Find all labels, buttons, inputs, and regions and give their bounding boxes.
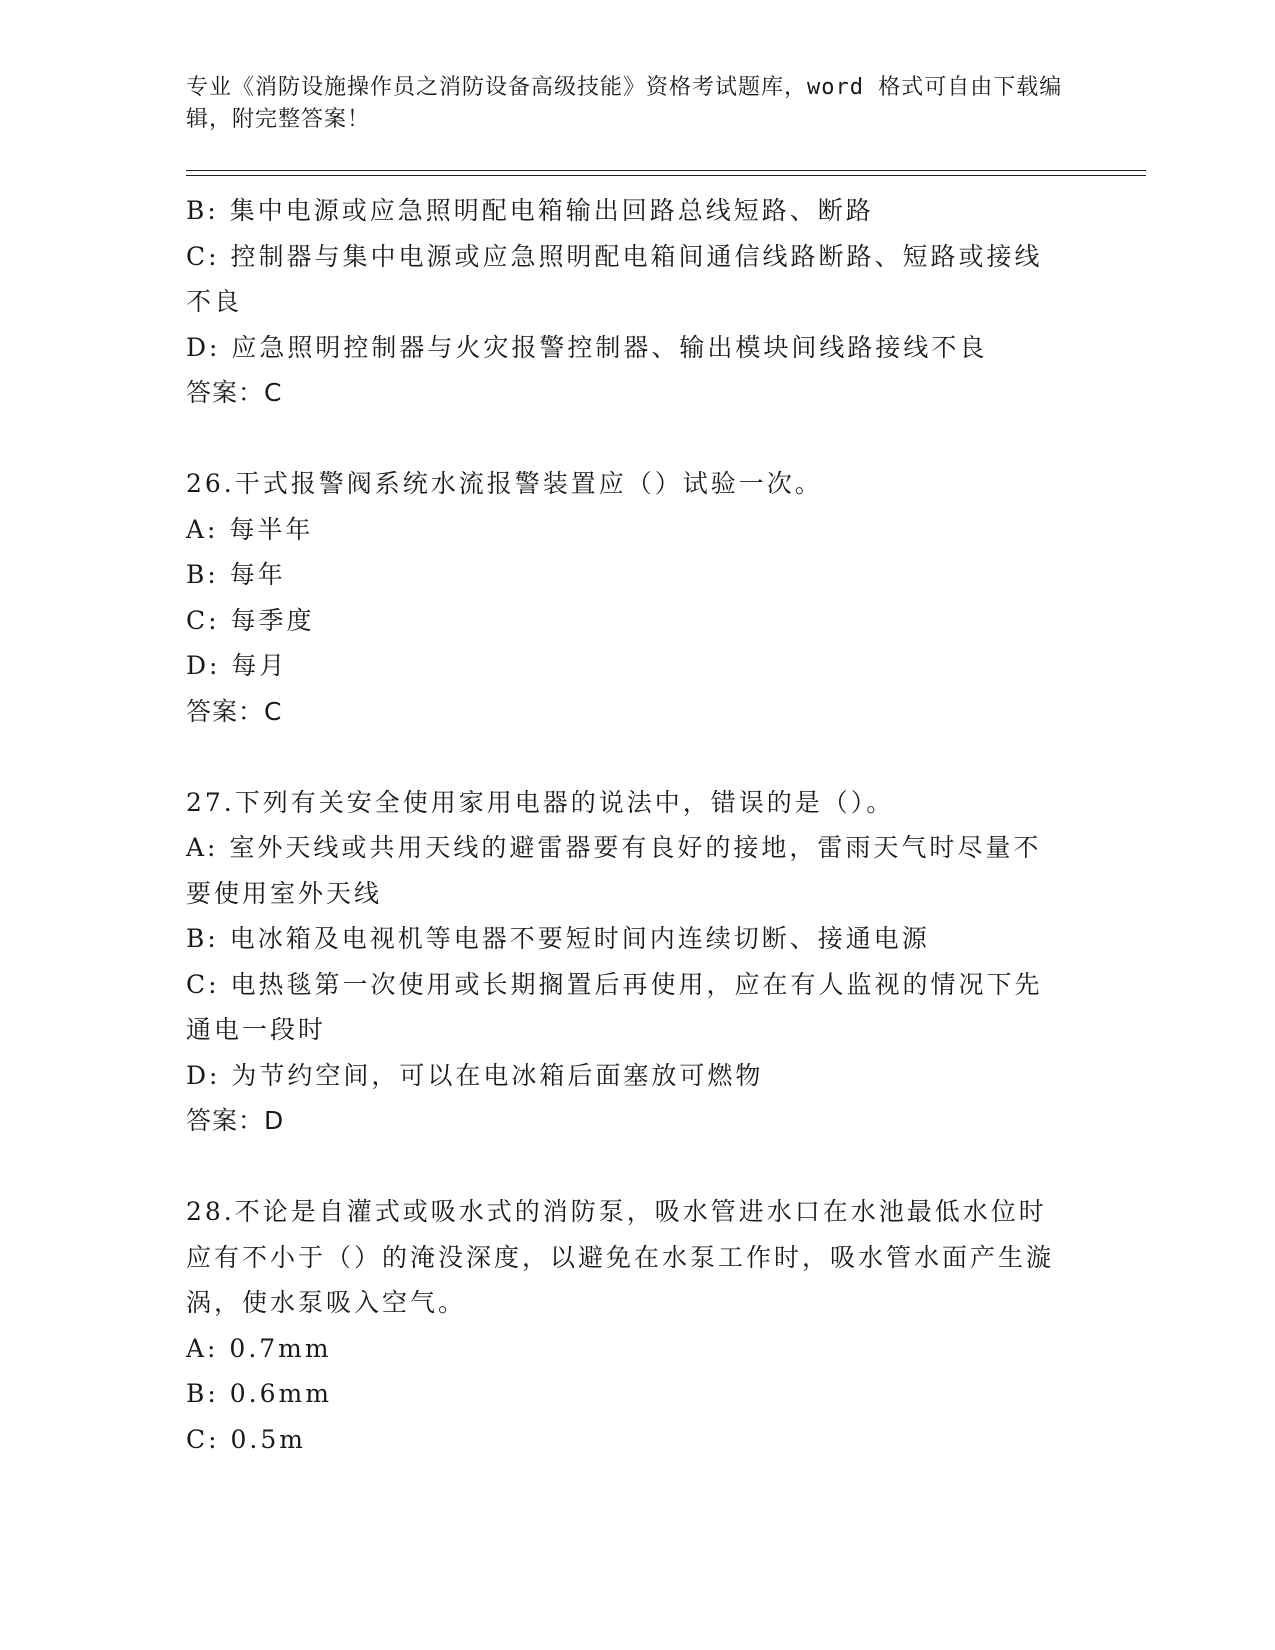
header-rule-top <box>186 170 1146 171</box>
header-rule-bottom <box>186 175 1146 176</box>
option-c: C: 每季度 <box>186 605 315 635</box>
option-a: A: 0.7mm <box>186 1333 332 1363</box>
option-d: D: 应急照明控制器与火灾报警控制器、输出模块间线路接线不良 <box>186 332 988 362</box>
option-a: A: 每半年 <box>186 514 314 544</box>
question-stem: 28.不论是自灌式或吸水式的消防泵，吸水管进水口在水池最低水位时应有不小于（）的淹没深度，以避免在水泵工作时，吸水管水面产生漩涡，使水泵吸入空气。 <box>186 1197 1055 1317</box>
answer: 答案：C <box>186 696 283 726</box>
option-b: B: 集中电源或应急照明配电箱输出回路总线短路、断路 <box>186 196 874 225</box>
option-d: D: 为节约空间，可以在电冰箱后面塞放可燃物 <box>186 1060 764 1090</box>
answer: 答案：D <box>186 1106 285 1135</box>
option-b: B: 0.6mm <box>186 1379 332 1408</box>
answer: 答案：C <box>186 378 283 407</box>
header-text: 专业《消防设施操作员之消防设备高级技能》资格考试题库，word 格式可自由下载编辑，附完整答案！ <box>186 75 1063 132</box>
spacer <box>186 1144 1066 1190</box>
question-stem: 27.下列有关安全使用家用电器的说法中，错误的是（）。 <box>186 787 895 817</box>
question-stem: 26.干式报警阀系统水流报警装置应（）试验一次。 <box>186 469 823 498</box>
option-a: A: 室外天线或共用天线的避雷器要有良好的接地，雷雨天气时尽量不要使用室外天线 <box>186 833 1042 908</box>
spacer <box>186 416 1066 462</box>
option-c: C: 0.5m <box>186 1424 306 1454</box>
option-b: B: 每年 <box>186 560 286 589</box>
question-content <box>186 188 1066 1462</box>
document-header <box>186 72 1066 136</box>
option-c: C: 电热毯第一次使用或长期搁置后再使用，应在有人监视的情况下先通电一段时 <box>186 969 1043 1044</box>
option-d: D: 每月 <box>186 651 288 680</box>
option-b: B: 电冰箱及电视机等电器不要短时间内连续切断、接通电源 <box>186 924 930 953</box>
option-c: C: 控制器与集中电源或应急照明配电箱间通信线路断路、短路或接线不良 <box>186 241 1043 316</box>
spacer <box>186 734 1066 780</box>
